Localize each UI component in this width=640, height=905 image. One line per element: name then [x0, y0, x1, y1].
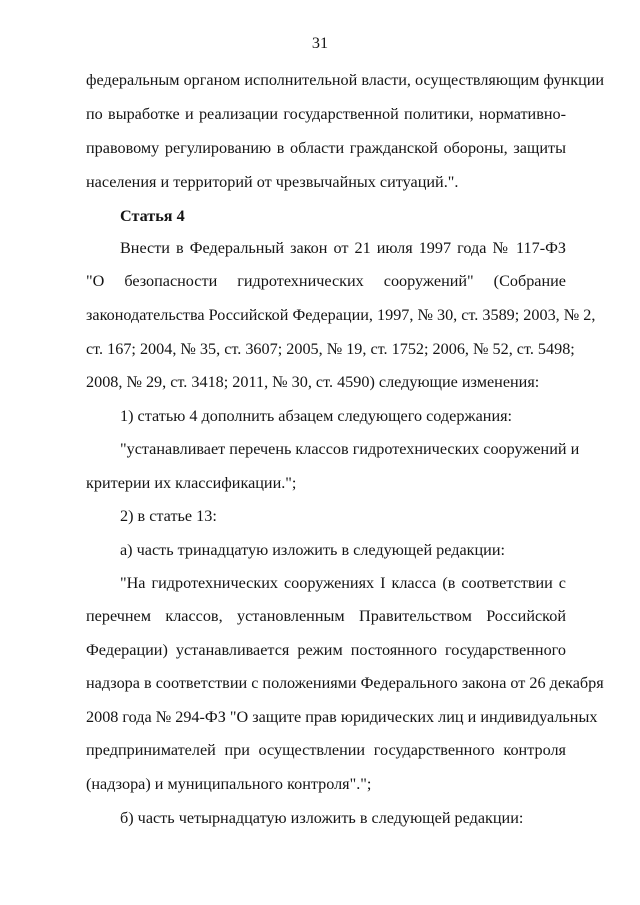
- text-line: федеральным органом исполнительной власти, осуществляющим функции: [86, 71, 605, 89]
- article-heading: Статья 4: [120, 207, 185, 225]
- text-line: ст. 167; 2004, № 35, ст. 3607; 2005, № 19, ст. 1752; 2006, № 52, ст. 5498;: [86, 340, 575, 358]
- text-line: 2008 года № 294-ФЗ "О защите прав юридических лиц и индивидуальных: [86, 708, 598, 726]
- text-line: 2008, № 29, ст. 3418; 2011, № 30, ст. 4590) следующие изменения:: [86, 373, 540, 391]
- text-line: по выработке и реализации государственной политики, нормативно-: [86, 105, 566, 123]
- text-line: правовому регулированию в области гражданской обороны, защиты: [86, 139, 566, 157]
- text-line: "На гидротехнических сооружениях I класса (в соответствии с: [120, 574, 566, 592]
- text-line: 1) статью 4 дополнить абзацем следующего содержания:: [120, 407, 513, 425]
- text-line: законодательства Российской Федерации, 1997, № 30, ст. 3589; 2003, № 2,: [86, 306, 596, 324]
- page-number: 31: [311, 34, 329, 52]
- text-line: перечнем классов, установленным Правительством Российской: [86, 607, 566, 625]
- text-line: Федерации) устанавливается режим постоянного государственного: [86, 641, 566, 659]
- text-line: надзора в соответствии с положениями Федерального закона от 26 декабря: [86, 674, 604, 692]
- text-line: (надзора) и муниципального контроля".";: [86, 775, 372, 793]
- text-line: критерии их классификации.";: [86, 474, 297, 492]
- text-line: б) часть четырнадцатую изложить в следующей редакции:: [120, 809, 524, 827]
- text-line: Внести в Федеральный закон от 21 июля 1997 года № 117-ФЗ: [120, 239, 566, 257]
- text-line: предпринимателей при осуществлении государственного контроля: [86, 741, 566, 759]
- text-line: 2) в статье 13:: [120, 507, 217, 525]
- text-line: населения и территорий от чрезвычайных ситуаций.".: [86, 173, 459, 191]
- text-line: "О безопасности гидротехнических сооружений" (Собрание: [86, 272, 566, 290]
- text-line: а) часть тринадцатую изложить в следующей редакции:: [120, 541, 505, 559]
- text-line: "устанавливает перечень классов гидротехнических сооружений и: [120, 440, 580, 458]
